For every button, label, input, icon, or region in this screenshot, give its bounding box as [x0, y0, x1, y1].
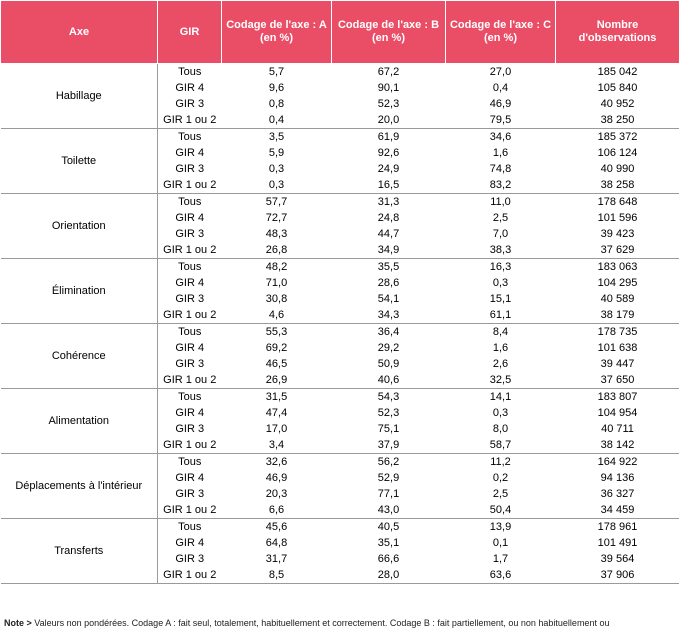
codage-a-cell: 26,8	[222, 242, 332, 259]
codage-a-cell: 0,3	[222, 177, 332, 194]
gir-cell: GIR 1 ou 2	[158, 242, 222, 259]
codage-a-cell: 5,7	[222, 64, 332, 81]
codage-a-cell: 9,6	[222, 80, 332, 96]
codage-b-cell: 52,9	[332, 470, 446, 486]
gir-cell: Tous	[158, 389, 222, 406]
codage-a-cell: 4,6	[222, 307, 332, 324]
codage-b-cell: 37,9	[332, 437, 446, 454]
codage-b-cell: 43,0	[332, 502, 446, 519]
codage-b-cell: 54,3	[332, 389, 446, 406]
codage-a-cell: 0,4	[222, 112, 332, 129]
codage-b-cell: 40,5	[332, 519, 446, 536]
note-text: Valeurs non pondérées. Codage A : fait seul, totalement, habituellement et correctement. Codage B : fait partiellement, ou non habituellement ou	[32, 618, 610, 628]
codage-b-cell: 35,1	[332, 535, 446, 551]
codage-c-cell: 2,5	[446, 210, 556, 226]
codage-b-cell: 20,0	[332, 112, 446, 129]
table-row	[1, 194, 679, 211]
codage-a-cell: 5,9	[222, 145, 332, 161]
codage-c-cell: 8,4	[446, 324, 556, 341]
codage-c-cell: 0,1	[446, 535, 556, 551]
codage-c-cell: 15,1	[446, 291, 556, 307]
observations-cell: 37 650	[556, 372, 679, 389]
codage-a-cell: 32,6	[222, 454, 332, 471]
observations-cell: 104 295	[556, 275, 679, 291]
table-row	[1, 324, 679, 341]
observations-cell: 38 142	[556, 437, 679, 454]
codage-a-cell: 47,4	[222, 405, 332, 421]
codage-c-cell: 2,6	[446, 356, 556, 372]
observations-cell: 178 961	[556, 519, 679, 536]
codage-a-cell: 48,3	[222, 226, 332, 242]
codage-a-cell: 71,0	[222, 275, 332, 291]
gir-cell: GIR 3	[158, 291, 222, 307]
codage-b-cell: 67,2	[332, 64, 446, 81]
codage-a-cell: 3,4	[222, 437, 332, 454]
axe-cell: Orientation	[1, 194, 158, 259]
observations-cell: 185 372	[556, 129, 679, 146]
observations-cell: 178 735	[556, 324, 679, 341]
codage-c-cell: 74,8	[446, 161, 556, 177]
axe-cell: Déplacements à l'intérieur	[1, 454, 158, 519]
codage-c-cell: 34,6	[446, 129, 556, 146]
codage-a-cell: 0,3	[222, 161, 332, 177]
gir-cell: GIR 1 ou 2	[158, 112, 222, 129]
codage-b-cell: 56,2	[332, 454, 446, 471]
gir-cell: GIR 4	[158, 210, 222, 226]
codage-c-cell: 38,3	[446, 242, 556, 259]
gir-cell: GIR 3	[158, 96, 222, 112]
axe-cell: Cohérence	[1, 324, 158, 389]
observations-cell: 38 258	[556, 177, 679, 194]
observations-cell: 101 596	[556, 210, 679, 226]
codage-c-cell: 63,6	[446, 567, 556, 584]
observations-cell: 185 042	[556, 64, 679, 81]
gir-cell: Tous	[158, 454, 222, 471]
codage-c-cell: 58,7	[446, 437, 556, 454]
table-row	[1, 259, 679, 276]
codage-b-cell: 52,3	[332, 96, 446, 112]
gir-cell: GIR 4	[158, 405, 222, 421]
codage-a-cell: 3,5	[222, 129, 332, 146]
codage-a-cell: 46,9	[222, 470, 332, 486]
gir-cell: GIR 4	[158, 535, 222, 551]
axe-cell: Habillage	[1, 64, 158, 129]
note-label: Note >	[4, 618, 32, 628]
codage-b-cell: 44,7	[332, 226, 446, 242]
codage-c-cell: 0,3	[446, 405, 556, 421]
codage-a-cell: 64,8	[222, 535, 332, 551]
gir-cell: GIR 4	[158, 80, 222, 96]
codage-b-cell: 61,9	[332, 129, 446, 146]
observations-cell: 183 063	[556, 259, 679, 276]
codage-a-cell: 6,6	[222, 502, 332, 519]
codage-c-cell: 13,9	[446, 519, 556, 536]
observations-cell: 34 459	[556, 502, 679, 519]
codage-a-cell: 48,2	[222, 259, 332, 276]
gir-cell: GIR 4	[158, 145, 222, 161]
header-gir: GIR	[158, 1, 222, 64]
observations-cell: 38 250	[556, 112, 679, 129]
observations-cell: 104 954	[556, 405, 679, 421]
codage-a-cell: 46,5	[222, 356, 332, 372]
table-row	[1, 64, 679, 81]
codage-b-cell: 54,1	[332, 291, 446, 307]
codage-b-cell: 92,6	[332, 145, 446, 161]
codage-c-cell: 0,2	[446, 470, 556, 486]
codage-c-cell: 14,1	[446, 389, 556, 406]
gir-cell: GIR 1 ou 2	[158, 567, 222, 584]
codage-c-cell: 0,3	[446, 275, 556, 291]
gir-cell: GIR 1 ou 2	[158, 307, 222, 324]
gir-cell: GIR 3	[158, 226, 222, 242]
codage-b-cell: 50,9	[332, 356, 446, 372]
header-axe: Axe	[1, 1, 158, 64]
observations-cell: 39 423	[556, 226, 679, 242]
observations-cell: 106 124	[556, 145, 679, 161]
table-row	[1, 129, 679, 146]
codage-c-cell: 27,0	[446, 64, 556, 81]
observations-cell: 37 906	[556, 567, 679, 584]
codage-c-cell: 7,0	[446, 226, 556, 242]
observations-cell: 94 136	[556, 470, 679, 486]
table-row	[1, 454, 679, 471]
observations-cell: 105 840	[556, 80, 679, 96]
codage-a-cell: 57,7	[222, 194, 332, 211]
codage-c-cell: 46,9	[446, 96, 556, 112]
header-codage-c: Codage de l'axe : C (en %)	[446, 1, 556, 64]
codage-b-cell: 75,1	[332, 421, 446, 437]
header-nombre-observations: Nombre d'observations	[556, 1, 679, 64]
codage-c-cell: 1,6	[446, 145, 556, 161]
codage-c-cell: 11,2	[446, 454, 556, 471]
gir-cell: GIR 3	[158, 161, 222, 177]
observations-cell: 38 179	[556, 307, 679, 324]
gir-cell: Tous	[158, 194, 222, 211]
observations-cell: 101 638	[556, 340, 679, 356]
codage-b-cell: 34,9	[332, 242, 446, 259]
observations-cell: 40 990	[556, 161, 679, 177]
observations-cell: 40 589	[556, 291, 679, 307]
gir-cell: GIR 3	[158, 551, 222, 567]
codage-b-cell: 16,5	[332, 177, 446, 194]
observations-cell: 164 922	[556, 454, 679, 471]
codage-a-cell: 20,3	[222, 486, 332, 502]
codage-b-cell: 34,3	[332, 307, 446, 324]
codage-a-cell: 31,7	[222, 551, 332, 567]
observations-cell: 36 327	[556, 486, 679, 502]
table-row	[1, 519, 679, 536]
codage-a-cell: 45,6	[222, 519, 332, 536]
codage-b-cell: 24,8	[332, 210, 446, 226]
gir-cell: GIR 3	[158, 356, 222, 372]
codage-b-cell: 28,0	[332, 567, 446, 584]
gir-cell: GIR 1 ou 2	[158, 437, 222, 454]
table-body	[1, 64, 679, 584]
codage-c-cell: 61,1	[446, 307, 556, 324]
codage-c-cell: 1,6	[446, 340, 556, 356]
observations-cell: 39 447	[556, 356, 679, 372]
codage-c-cell: 79,5	[446, 112, 556, 129]
gir-cell: GIR 4	[158, 470, 222, 486]
axe-cell: Toilette	[1, 129, 158, 194]
gir-cell: Tous	[158, 259, 222, 276]
gir-cell: GIR 3	[158, 486, 222, 502]
codage-a-cell: 72,7	[222, 210, 332, 226]
gir-cell: Tous	[158, 129, 222, 146]
codage-a-cell: 26,9	[222, 372, 332, 389]
codage-b-cell: 28,6	[332, 275, 446, 291]
codage-b-cell: 24,9	[332, 161, 446, 177]
codage-a-cell: 30,8	[222, 291, 332, 307]
gir-cell: Tous	[158, 519, 222, 536]
codage-c-cell: 50,4	[446, 502, 556, 519]
codage-b-cell: 66,6	[332, 551, 446, 567]
gir-cell: GIR 1 ou 2	[158, 502, 222, 519]
axe-cell: Transferts	[1, 519, 158, 584]
codage-a-cell: 31,5	[222, 389, 332, 406]
codage-c-cell: 8,0	[446, 421, 556, 437]
codage-c-cell: 16,3	[446, 259, 556, 276]
gir-cell: GIR 4	[158, 340, 222, 356]
header-row	[1, 1, 679, 64]
codage-b-cell: 35,5	[332, 259, 446, 276]
gir-cell: Tous	[158, 324, 222, 341]
codage-a-cell: 0,8	[222, 96, 332, 112]
observations-cell: 183 807	[556, 389, 679, 406]
codage-b-cell: 40,6	[332, 372, 446, 389]
observations-cell: 37 629	[556, 242, 679, 259]
codage-b-cell: 52,3	[332, 405, 446, 421]
table-note	[4, 618, 676, 629]
codage-b-cell: 90,1	[332, 80, 446, 96]
gir-cell: GIR 1 ou 2	[158, 372, 222, 389]
codage-b-cell: 29,2	[332, 340, 446, 356]
gir-cell: GIR 3	[158, 421, 222, 437]
gir-cell: GIR 4	[158, 275, 222, 291]
codage-a-cell: 55,3	[222, 324, 332, 341]
observations-cell: 101 491	[556, 535, 679, 551]
codage-c-cell: 11,0	[446, 194, 556, 211]
observations-cell: 40 711	[556, 421, 679, 437]
axe-cell: Alimentation	[1, 389, 158, 454]
codage-a-cell: 17,0	[222, 421, 332, 437]
codage-b-cell: 36,4	[332, 324, 446, 341]
codage-a-cell: 8,5	[222, 567, 332, 584]
codage-a-cell: 69,2	[222, 340, 332, 356]
gir-cell: GIR 1 ou 2	[158, 177, 222, 194]
codage-b-cell: 77,1	[332, 486, 446, 502]
header-codage-b: Codage de l'axe : B (en %)	[332, 1, 446, 64]
codage-c-cell: 83,2	[446, 177, 556, 194]
codage-c-cell: 2,5	[446, 486, 556, 502]
observations-cell: 39 564	[556, 551, 679, 567]
codage-b-cell: 31,3	[332, 194, 446, 211]
observations-cell: 178 648	[556, 194, 679, 211]
axe-cell: Élimination	[1, 259, 158, 324]
header-codage-a: Codage de l'axe : A (en %)	[222, 1, 332, 64]
codage-c-cell: 1,7	[446, 551, 556, 567]
codage-c-cell: 0,4	[446, 80, 556, 96]
table-row	[1, 389, 679, 406]
observations-cell: 40 952	[556, 96, 679, 112]
codage-c-cell: 32,5	[446, 372, 556, 389]
gir-cell: Tous	[158, 64, 222, 81]
